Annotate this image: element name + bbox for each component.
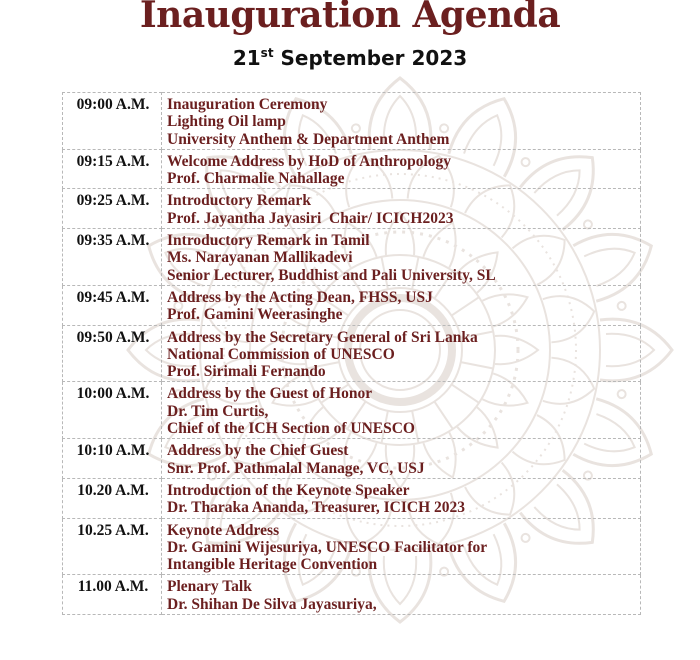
agenda-description-line: Intangible Heritage Convention [167,556,378,574]
agenda-table [62,92,641,615]
agenda-description-line: Inauguration Ceremony [167,96,328,113]
agenda-time: 09:50 A.M. [63,325,162,382]
agenda-description-line: Keynote Address [167,521,280,539]
agenda-description-line: Ms. Narayanan Mallikadevi [167,249,353,267]
agenda-time: 10:10 A.M. [63,439,162,479]
agenda-description-line: Introductory Remark in Tamil [167,232,370,250]
agenda-description [162,439,641,479]
agenda-description [162,93,641,150]
agenda-row [63,189,641,229]
agenda-row [63,229,641,286]
agenda-time: 09:25 A.M. [63,189,162,229]
agenda-description [162,229,641,286]
agenda-description-line: Welcome Address by HoD of Anthropology [167,152,452,170]
agenda-row [63,325,641,382]
agenda-description-line: Address by the Acting Dean, FHSS, USJ [167,288,433,306]
agenda-description-line: Prof. Charmalie Nahallage [167,170,345,188]
agenda-description-line: Dr. Shihan De Silva Jayasuriya, [167,595,377,613]
agenda-description-line: Plenary Talk [167,578,252,596]
event-date [0,46,700,70]
agenda-description-line: National Commission of UNESCO [167,345,395,363]
agenda-row [63,285,641,325]
agenda-description [162,518,641,575]
agenda-description-line: Chief of the ICH Section of UNESCO [167,420,415,438]
agenda-time: 10:00 A.M. [63,382,162,439]
agenda-row [63,439,641,479]
agenda-description-line: Address by the Secretary General of Sri Lanka [167,328,478,346]
page-title: Inauguration Agenda [139,0,561,36]
agenda-description-line: Introductory Remark [167,192,311,210]
agenda-row [63,382,641,439]
agenda-description-line: University Anthem & Department Anthem [167,130,450,148]
agenda-description [162,285,641,325]
agenda-description [162,382,641,439]
date-day: 21 [232,46,261,70]
agenda-time: 09:00 A.M. [63,93,162,150]
agenda-description [162,478,641,518]
agenda-row [63,478,641,518]
agenda-description-line: Dr. Gamini Wijesuriya, UNESCO Facilitator for [167,538,488,556]
date-ordinal-suffix: st [260,46,274,60]
agenda-row [63,149,641,189]
agenda-row [63,575,641,615]
date-month-year: September 2023 [273,46,468,70]
agenda-description [162,575,641,615]
agenda-description-line: Lighting Oil lamp [167,113,286,131]
agenda-description-line: Address by the Chief Guest [167,442,349,460]
agenda-row [63,93,641,150]
agenda-description-line: Prof. Gamini Weerasinghe [167,306,343,324]
agenda-time: 09:45 A.M. [63,285,162,325]
agenda-time: 10.25 A.M. [63,518,162,575]
agenda-time: 09:15 A.M. [63,149,162,189]
agenda-time: 10.20 A.M. [63,478,162,518]
agenda-description-line: Senior Lecturer, Buddhist and Pali University, SL [167,266,496,284]
agenda-description-line: Snr. Prof. Pathmalal Manage, VC, USJ [167,459,425,477]
agenda-description [162,149,641,189]
agenda-description [162,189,641,229]
agenda-time: 11.00 A.M. [63,575,162,615]
agenda-description-line: Dr. Tharaka Ananda, Treasurer, ICICH 2023 [167,499,466,517]
agenda-description [162,325,641,382]
agenda-description-line: Prof. Sirimali Fernando [167,363,326,381]
agenda-time: 09:35 A.M. [63,229,162,286]
agenda-description-line: Introduction of the Keynote Speaker [167,481,410,499]
agenda-description-line: Address by the Guest of Honor [167,385,373,403]
agenda-description-line: Prof. Jayantha Jayasiri Chair/ ICICH2023 [167,209,454,227]
agenda-description-line: Dr. Tim Curtis, [167,402,269,420]
agenda-row [63,518,641,575]
